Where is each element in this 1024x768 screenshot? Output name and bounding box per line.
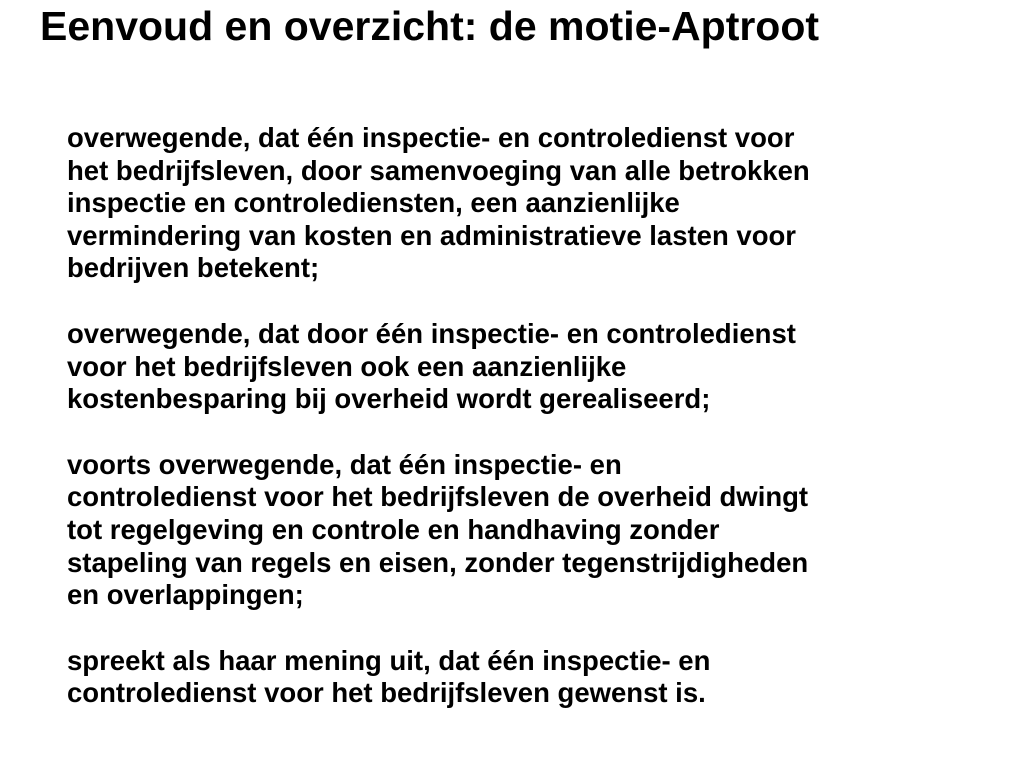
slide-title: Eenvoud en overzicht: de motie-Aptroot: [40, 3, 820, 49]
text-line: bedrijven betekent;: [67, 252, 320, 284]
paragraph-overwegende-besparing: [67, 318, 1007, 416]
slide-body: [67, 122, 1007, 710]
text-line: spreekt als haar mening uit, dat één inspectie- en: [67, 644, 711, 676]
text-line: voor het bedrijfsleven ook een aanzienlijke: [67, 350, 627, 382]
text-line: en overlappingen;: [67, 579, 304, 611]
text-line: tot regelgeving en controle en handhaving zonder: [67, 513, 720, 545]
paragraph-voorts-overwegende: [67, 449, 1007, 612]
text-line: vermindering van kosten en administratieve lasten voor: [67, 219, 796, 251]
text-line: stapeling van regels en eisen, zonder tegenstrijdigheden: [67, 546, 809, 578]
text-line: voorts overwegende, dat één inspectie- en: [67, 448, 622, 480]
text-line: inspectie en controlediensten, een aanzienlijke: [67, 187, 680, 219]
text-line: controledienst voor het bedrijfsleven gewenst is.: [67, 677, 706, 709]
text-line: het bedrijfsleven, door samenvoeging van alle betrokken: [67, 154, 810, 186]
text-line: kostenbesparing bij overheid wordt gerealiseerd;: [67, 383, 711, 415]
text-line: overwegende, dat één inspectie- en controledienst voor: [67, 122, 795, 153]
text-line: controledienst voor het bedrijfsleven de overheid dwingt: [67, 481, 809, 513]
paragraph-spreekt-uit: [67, 645, 1007, 710]
text-line: overwegende, dat door één inspectie- en controledienst: [67, 317, 796, 349]
paragraph-overwegende-kosten: [67, 122, 1007, 285]
